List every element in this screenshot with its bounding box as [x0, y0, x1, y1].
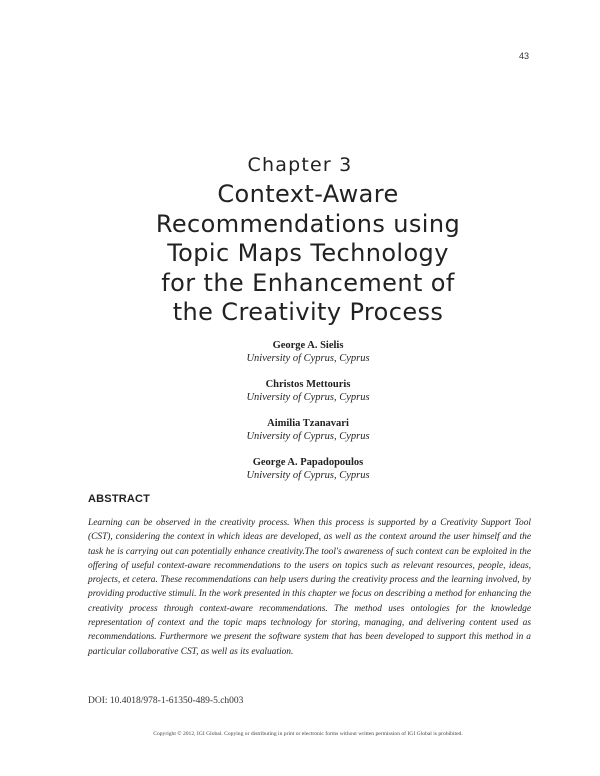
author-affiliation: University of Cyprus, Cyprus	[246, 353, 370, 364]
copyright-notice: Copyright © 2012, IGI Global. Copying or distributing in print or electronic forms without written permission of IGI Global is prohibited.	[153, 731, 463, 737]
chapter-title	[0, 180, 600, 328]
author-name: George A. Papadopoulos	[252, 457, 364, 468]
author-affiliation: University of Cyprus, Cyprus	[246, 431, 370, 442]
author-entry	[0, 417, 600, 443]
chapter-title-line: Context-Aware	[217, 180, 399, 208]
author-name: Christos Mettouris	[265, 379, 351, 390]
chapter-title-line: for the Enhancement of	[161, 268, 455, 297]
author-entry	[0, 456, 600, 482]
abstract-heading: ABSTRACT	[88, 493, 151, 505]
author-entry	[0, 378, 600, 404]
doi-line: DOI: 10.4018/978-1-61350-489-5.ch003	[88, 696, 244, 706]
author-affiliation: University of Cyprus, Cyprus	[246, 470, 370, 481]
chapter-label: Chapter 3	[247, 154, 353, 176]
chapter-title-line: Recommendations using	[155, 209, 461, 238]
chapter-title-line: the Creativity Process	[172, 298, 444, 326]
author-name: Aimilia Tzanavari	[267, 418, 349, 429]
chapter-title-line: Topic Maps Technology	[167, 239, 449, 267]
author-entry	[0, 339, 600, 365]
author-affiliation: University of Cyprus, Cyprus	[246, 392, 370, 403]
abstract-body: Learning can be observed in the creativity process. When this process is supported by a Creativity Support Tool (CST), considering the context in which ideas are developed, as well as the context around the user himself and the task he is carrying out can potentially enhance creativity.The tool's awareness of such context can be exploited in the offering of useful context-aware recommendations to the users on topics such as relevant resources, people, ideas, projects, et cetera. These recommendations can help users during the creativity process and the learning involved, by providing productive stimuli. In the work presented in this chapter we focus on describing a method for enhancing the creativity process through context-aware recommendations. The method uses ontologies for the knowledge representation of context and the topic maps technology for storing, managing, and delivering content used as recommendations. Furthermore we present the software system that has been developed to support this method in a particular collaborative CST, as well as its evaluation.	[88, 518, 531, 657]
author-name: George A. Sielis	[272, 340, 344, 351]
author-list	[0, 339, 600, 495]
page-number: 43	[518, 51, 529, 61]
